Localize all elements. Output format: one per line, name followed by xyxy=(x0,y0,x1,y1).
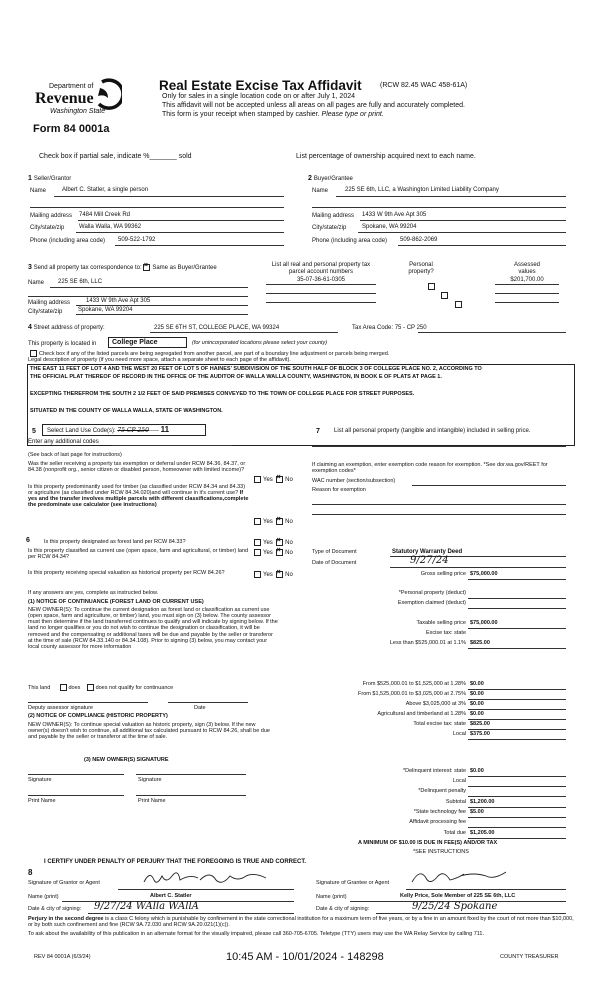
notice2-body: NEW OWNER(S): To continue special valuation as historic property, sign (3) below. If the new owner(s) doesn't wish to continue, all additional tax calculated pursuant to RCW 84.26, shall be due and payable by the seller or transferor at the time of sale. xyxy=(28,722,270,741)
corr-name-label: Name xyxy=(28,280,45,286)
corr-name: 225 SE 6th, LLC xyxy=(58,279,103,285)
dept-revenue: Revenue xyxy=(35,90,94,107)
timber-question: Is this property predominantly used for timber (as classified under RCW 84.34 and 84.33) or agriculture (as classified under RCW 84.34.020)and will continue in it's current use? If yes and the transfer involves multiple parcels with different classifications,complete the predominate use calculator (see instructions) xyxy=(28,484,249,509)
seller-heading: Seller/Grantor xyxy=(33,176,72,182)
tier4-label: Above $3,025,000 at 3% xyxy=(405,701,466,707)
land-use-select[interactable]: Select Land Use Code(s): 75 CP 250----- 11 xyxy=(42,424,206,436)
notice2-title: (2) NOTICE OF COMPLIANCE (HISTORIC PROPERTY) xyxy=(28,713,168,719)
subtotal-value: $1,200.00 xyxy=(470,799,495,805)
section-5-number: 5 xyxy=(32,428,36,435)
same-as-buyer-label: Same as Buyer/Grantee xyxy=(152,265,217,272)
delinquent-local-label: Local xyxy=(452,778,466,784)
gross-label: Gross selling price xyxy=(420,571,466,577)
seller-name: Albert C. Statler, a single person xyxy=(62,187,149,193)
doc-type: Statutory Warranty Deed xyxy=(392,549,463,555)
gross-value: $75,000.00 xyxy=(470,571,498,577)
taxable-label: Taxable selling price xyxy=(416,620,466,626)
seller-phone: 509-522-1792 xyxy=(118,237,156,243)
seller-city-label: City/state/zip xyxy=(30,225,65,231)
section-2-number: 2 xyxy=(308,175,312,182)
seller-mail: 7484 Mill Creek Rd xyxy=(79,212,131,218)
does-checkbox[interactable] xyxy=(60,684,67,691)
location-select[interactable]: College Place xyxy=(108,337,187,348)
buyer-mail: 1433 W 9th Ave Apt 305 xyxy=(362,212,427,218)
personal-property-label: List all personal property (tangible and intangible) included in selling price. xyxy=(334,428,531,434)
additional-codes: Enter any additional codes xyxy=(28,439,99,445)
legal-line-3: EXCEPTING THEREFROM THE SOUTH 2 1/2 FEET OF SAID PREMISES CONVEYED TO THE TOWN OF COLLEGE PLACE FOR STREET PURPOSES. xyxy=(30,391,415,397)
exemption-question: Was the seller receiving a property tax exemption or deferral under RCW 84.36, 84.37, or 84.38 (nonprofit org., senior citizen or disabled person, homeowner with limited income)? xyxy=(28,461,246,474)
located-note: (for unincorporated locations please select your county) xyxy=(192,340,328,346)
legal-line-1: THE EAST 11 FEET OF LOT 4 AND THE WEST 20 FEET OF LOT 5 OF HAINES' SUBDIVISION OF THE SOUTH HALF OF BLOCK 3 OF COLLEGE PLACE NO. 2, ACCORDING TO xyxy=(30,366,482,372)
header-line2: This affidavit will not be accepted unless all areas on all pages are fully and accurately completed. xyxy=(162,102,465,109)
section-1-number: 1 xyxy=(28,175,32,182)
form-title: Real Estate Excise Tax Affidavit xyxy=(159,78,362,93)
see-back: (See back of last page for instructions) xyxy=(28,452,122,458)
grantee-signature-icon xyxy=(408,866,518,888)
total-state-label: Total excise tax: state xyxy=(413,721,466,727)
current-use-question: Is this property classified as current use (open space, farm and agricultural, or timber) land per RCW 84.34? xyxy=(28,548,249,561)
personal-col-head1: Personal xyxy=(409,262,433,268)
exemption-deduct-label: Exemption claimed (deduct) xyxy=(397,600,466,606)
tax-area-code: Tax Area Code: 75 - CP 250 xyxy=(352,325,427,331)
owner-signature-1: Signature xyxy=(28,777,52,783)
tier3-label: From $1,525,000.01 to $3,025,000 at 2.75% xyxy=(358,691,466,697)
dept-state: Washington State xyxy=(50,108,106,115)
correspondence-heading: Send all property tax correspondence to: xyxy=(33,265,142,272)
tech-fee-label: *State technology fee xyxy=(413,809,466,815)
owner-signature-2: Signature xyxy=(138,777,162,783)
taxable-value: $75,000.00 xyxy=(470,620,498,626)
buyer-city-label: City/state/zip xyxy=(312,225,347,231)
perjury-warning: Perjury in the second degree is a class C felony which is punishable by confinement in the state correctional institution for a maximum term of five years, or by a fine in an amount fixed by the court of not more than $10,000, or by both such confinement and fine (RCW 9A.72.030 and RCW 9A.20.021(1)(c)). xyxy=(28,916,574,929)
current-use-no-checkbox[interactable] xyxy=(276,549,283,556)
dept-of: Department of xyxy=(49,83,94,90)
ownership-note: List percentage of ownership acquired next to each name. xyxy=(296,153,476,160)
excise-state-label: Excise tax: state xyxy=(425,630,466,636)
form-number: Form 84 0001a xyxy=(33,123,110,135)
buyer-mail-label: Mailing address xyxy=(312,213,355,219)
buyer-name-label: Name xyxy=(312,188,329,194)
header-line1: Only for sales in a single location code on or after July 1, 2024 xyxy=(162,93,355,100)
section-8-number: 8 xyxy=(28,868,33,877)
section-4-number: 4 xyxy=(28,324,32,331)
seller-city: Walla Walla, WA 99362 xyxy=(79,224,142,230)
legal-desc-label: Legal description of property (if you need more space, attach a separate sheet to each page of the affidavit). xyxy=(28,357,291,363)
rev-number: REV 84 0001A (6/3/24) xyxy=(34,954,91,960)
grantee-date-label: Date & city of signing: xyxy=(316,906,370,912)
corr-mail: 1433 W 9th Ave Apt 305 xyxy=(86,298,151,304)
local-label: Local xyxy=(452,731,466,737)
buyer-heading: Buyer/Grantee xyxy=(313,176,353,182)
see-instructions: *SEE INSTRUCTIONS xyxy=(413,849,469,855)
parcel-col-head1: List all real and personal property tax xyxy=(271,262,371,268)
q2-no-checkbox[interactable] xyxy=(276,518,283,525)
seller-phone-label: Phone (including area code) xyxy=(30,238,106,244)
doc-type-label: Type of Document xyxy=(312,549,357,555)
forest-yes-checkbox[interactable] xyxy=(254,539,261,546)
q1-no-label: No xyxy=(285,477,293,484)
partial-sale: Check box if partial sale, indicate %_______ sold xyxy=(39,153,192,160)
new-owner-sig-heading: (3) NEW OWNER(S) SIGNATURE xyxy=(84,757,169,763)
assessed-col-head1: Assessed xyxy=(513,262,540,268)
total-state-value: $825.00 xyxy=(470,721,490,727)
street-address: 225 SE 6TH ST, COLLEGE PLACE, WA 99324 xyxy=(154,325,280,331)
forest-question: Is this property designated as forest land per RCW 84.33? xyxy=(44,539,186,545)
total-due-value: $1,205.00 xyxy=(470,830,495,836)
seller-mail-label: Mailing address xyxy=(30,213,73,219)
grantor-date-label: Date & city of signing: xyxy=(28,906,82,912)
tier5-value: $0.00 xyxy=(470,711,484,717)
subtotal-label: Subtotal xyxy=(445,799,466,805)
grantor-name-label: Name (print) xyxy=(28,894,59,900)
personal-checkbox-2[interactable] xyxy=(441,292,448,299)
corr-city: Spokane, WA 99204 xyxy=(78,307,133,313)
corr-city-label: City/state/zip xyxy=(28,309,63,315)
personal-deduct-label: *Personal property (deduct) xyxy=(398,590,466,596)
personal-col-head2: property? xyxy=(408,269,434,275)
section-6-number: 6 xyxy=(26,537,30,544)
affidavit-fee-label: Affidavit processing fee xyxy=(409,819,466,825)
exemption-intro: If claiming an exemption, enter exemption code reason for exemption. *See dor.wa.gov/REET for exemption codes* xyxy=(312,462,548,475)
tier1-value: $825.00 xyxy=(470,640,490,646)
q2-yes-checkbox[interactable] xyxy=(254,518,261,525)
historic-yes-checkbox[interactable] xyxy=(254,571,261,578)
street-address-label: Street address of property: xyxy=(33,325,105,331)
grantor-signature-icon xyxy=(140,868,280,888)
notice1-body: NEW OWNER(S): To continue the current designation as forest land or classification as current use (open space, farm and agriculture, or timber) land, you must sign on (3) below. The county assessor must then determine if the land transferred continues to qualify and will indicate by signing below. If the land no longer qualifies or you do not wish to continue the designation or classification, it will be removed and the compensating or additional taxes will be due and payable by the seller or transferor at the time of sale (RCW 84.33.140 or 84.34.108). Prior to signing (3) below, you may contact your local county assessor for more information xyxy=(28,607,278,650)
same-as-buyer-checkbox[interactable] xyxy=(143,264,150,271)
section-3-number: 3 xyxy=(28,264,32,272)
doc-date: 9/27/24 xyxy=(410,555,449,566)
legal-line-4: SITUATED IN THE COUNTY OF WALLA WALLA, STATE OF WASHINGTON. xyxy=(30,408,223,414)
tier2-label: From $525,000.01 to $1,525,000 at 1.28% xyxy=(362,681,466,687)
delinquent-interest-label: *Delinquent interest: state xyxy=(403,768,466,774)
q1-no-checkbox[interactable] xyxy=(276,476,283,483)
assessed-value: $201,700.00 xyxy=(510,277,544,283)
cashier-stamp: 10:45 AM - 10/01/2024 - 148298 xyxy=(226,951,384,963)
does-not-checkbox[interactable] xyxy=(87,684,94,691)
deputy-date-label: Date xyxy=(194,705,206,711)
delinquent-penalty-label: *Delinquent penalty xyxy=(418,788,466,794)
segregated-checkbox[interactable] xyxy=(30,350,37,357)
buyer-city: Spokane, WA 99204 xyxy=(362,224,417,230)
segregated-label: Check box if any of the listed parcels are being segregated from another parcel, are part of a boundary line adjustment or parcels being merged. xyxy=(39,350,390,357)
personal-checkbox-3[interactable] xyxy=(455,301,462,308)
q2-no-label: No xyxy=(285,519,293,526)
tech-fee-value: $5.00 xyxy=(470,809,484,815)
q1-yes-label: Yes xyxy=(263,477,273,484)
grantee-print-name: Kelly Price, Sole Member of 225 SE 6th, LLC xyxy=(400,893,516,899)
q1-yes-checkbox[interactable] xyxy=(254,476,261,483)
alt-format-notice: To ask about the availability of this publication in an alternate format for the visually impaired, please call 360-705-6705. Teletype (TTY) users may use the WA Relay Service by calling 711. xyxy=(28,931,485,937)
rcw-ref: (RCW 82.45 WAC 458-61A) xyxy=(380,82,468,89)
tier4-value: $0.00 xyxy=(470,701,484,707)
doc-date-label: Date of Document xyxy=(312,560,357,566)
buyer-phone: 509-862-2069 xyxy=(400,237,438,243)
corr-mail-label: Mailing address xyxy=(28,300,71,306)
q2-yes-label: Yes xyxy=(263,519,273,526)
forest-no-checkbox[interactable] xyxy=(276,539,283,546)
parcel-col-head2: parcel account numbers xyxy=(288,269,354,275)
parcel-number: 35-07-36-61-0305 xyxy=(296,277,346,283)
section-7-number: 7 xyxy=(316,428,320,435)
buyer-phone-label: Phone (including area code) xyxy=(312,238,388,244)
tier1-label: Less than $525,000.01 at 1.1% xyxy=(389,640,466,646)
owner-print-2: Print Name xyxy=(138,798,166,804)
local-value: $375.00 xyxy=(470,731,490,737)
historic-no-checkbox[interactable] xyxy=(276,571,283,578)
grantee-sig-label: Signature of Grantee or Agent xyxy=(316,880,390,886)
assessed-col-head2: values xyxy=(518,269,536,275)
historic-question: Is this property receiving special valuation as historical property per RCW 84.26? xyxy=(28,570,225,576)
county-treasurer: COUNTY TREASURER xyxy=(500,954,559,960)
minimum-due: A MINIMUM OF $10.00 IS DUE IN FEE(S) AND/OR TAX xyxy=(358,840,498,846)
located-label: This property is located in xyxy=(28,341,97,347)
land-use-label: Select Land Use Code(s): xyxy=(47,428,116,434)
grantee-date-city: 9/25/24 Spokane xyxy=(412,901,498,912)
if-yes-note: If any answers are yes, complete as instructed below. xyxy=(28,590,159,596)
wac-label: WAC number (section/subsection) xyxy=(312,478,396,484)
certify-statement: I CERTIFY UNDER PENALTY OF PERJURY THAT THE FOREGOING IS TRUE AND CORRECT. xyxy=(44,859,307,865)
owner-print-1: Print Name xyxy=(28,798,56,804)
notice1-title: (1) NOTICE OF CONTINUANCE (FOREST LAND OR CURRENT USE) xyxy=(28,599,204,605)
grantor-print-name: Albert C. Statler xyxy=(150,893,192,899)
current-use-yes-checkbox[interactable] xyxy=(254,549,261,556)
deputy-sig-label: Deputy assessor signature xyxy=(28,705,94,711)
header-line3: This form is your receipt when stamped by cashier. Please type or print. xyxy=(162,111,384,118)
tier2-value: $0.00 xyxy=(470,681,484,687)
buyer-name: 225 SE 6th, LLC, a Washington Limited Liability Company xyxy=(345,187,499,193)
land-use-code: 11 xyxy=(160,425,170,434)
total-due-label: Total due xyxy=(443,830,466,836)
delinquent-interest-value: $0.00 xyxy=(470,768,484,774)
struck-code: 75 CP 250 xyxy=(117,427,149,434)
seller-name-label: Name xyxy=(30,188,47,194)
personal-checkbox-1[interactable] xyxy=(428,283,435,290)
this-land-label: This land xyxy=(28,684,51,691)
grantee-name-label: Name (print) xyxy=(316,894,347,900)
reason-label: Reason for exemption xyxy=(312,487,366,493)
tier3-value: $0.00 xyxy=(470,691,484,697)
legal-line-2: THE OFFICIAL PLAT THEREOF OF RECORD IN THE OFFICE OF THE AUDITOR OF WALLA WALLA COUNTY, WASHINGTON, IN BOOK E OF PLATS AT PAGE 1. xyxy=(30,374,442,380)
tier5-label: Agricultural and timberland at 1.28% xyxy=(377,711,466,717)
grantor-date-city: 9/27/24 WAlla WAllA xyxy=(94,901,199,912)
grantor-sig-label: Signature of Grantor or Agent xyxy=(28,880,100,886)
